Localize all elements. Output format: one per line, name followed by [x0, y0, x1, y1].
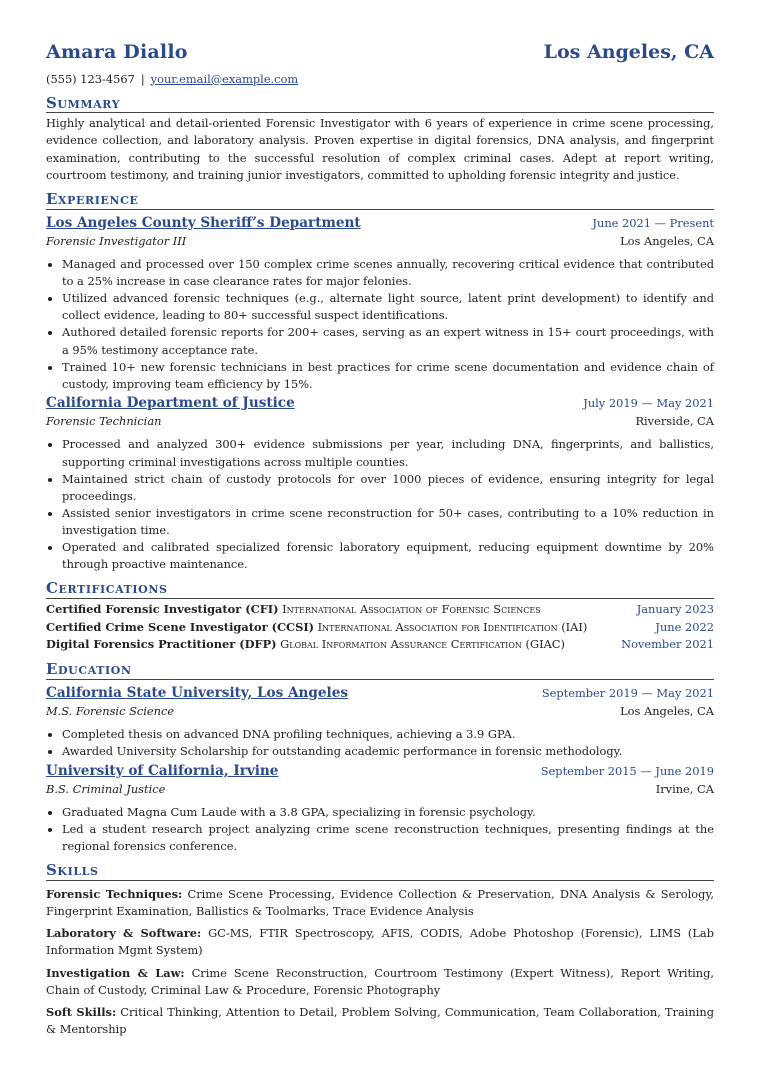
education-entry — [46, 761, 714, 856]
skill-list: Crime Scene Reconstruction, Courtroom Testimony (Expert Witness), Report Writing, Chain of Custody, Criminal Law & Procedure, Forensic Photography — [46, 965, 715, 997]
contact-line — [46, 71, 714, 88]
certification-row — [46, 601, 714, 619]
certification-issuer: International Association for Identification (IAI) — [317, 619, 588, 634]
certification-name: Digital Forensics Practitioner (DFP) — [46, 637, 277, 652]
certification-date: November 2021 — [621, 637, 714, 652]
skill-group — [46, 925, 714, 959]
certification-issuer: International Association of Forensic Sciences — [282, 602, 541, 617]
bullet-item: • Trained 10+ new forensic technicians in best practices for crime scene documentation and evidence chain of custody, improving team efficiency by 15%. — [62, 359, 714, 393]
job-title: Forensic Technician — [46, 414, 162, 429]
school-link[interactable]: University of California, Irvine — [46, 762, 279, 779]
education-bullets — [46, 804, 714, 855]
bullet-item: • Awarded University Scholarship for outstanding academic performance in forensic methodology. — [62, 743, 714, 760]
bullet-item: • Graduated Magna Cum Laude with a 3.8 GPA, specializing in forensic psychology. — [62, 804, 714, 821]
certifications-heading: Certifications — [46, 579, 714, 599]
certification-date: June 2022 — [655, 619, 714, 634]
skill-label: Forensic Techniques: — [46, 887, 183, 902]
degree-name: B.S. Criminal Justice — [46, 781, 166, 796]
certification-row — [46, 619, 714, 637]
certification-name: Certified Crime Scene Investigator (CCSI) — [46, 619, 315, 634]
bullet-item: • Assisted senior investigators in crime scene reconstruction for 50+ cases, contributing to a 10% reduction in investigation time. — [62, 505, 714, 539]
email-link[interactable]: your.email@example.com — [150, 71, 299, 86]
bullet-item: • Operated and calibrated specialized forensic laboratory equipment, reducing equipment downtime by 20% through proactive maintenance. — [62, 539, 714, 573]
job-location: Riverside, CA — [635, 414, 714, 429]
resume-page — [46, 0, 714, 1038]
bullet-item: • Led a student research project analyzing crime scene reconstruction techniques, presenting findings at the regional forensics conference. — [62, 821, 714, 855]
skill-group — [46, 886, 714, 920]
education-entry — [46, 683, 714, 761]
school-dates: September 2015 — June 2019 — [540, 763, 714, 778]
bullet-item: • Processed and analyzed 300+ evidence submissions per year, including DNA, fingerprints, and ballistics, supporting criminal investigations across multiple counties. — [62, 436, 714, 470]
job-bullets — [46, 436, 714, 573]
experience-entry — [46, 393, 714, 573]
skill-group — [46, 965, 714, 999]
job-bullets — [46, 256, 714, 393]
employer-link[interactable]: California Department of Justice — [46, 394, 295, 411]
certifications-list — [46, 601, 714, 654]
education-bullets — [46, 726, 714, 760]
skill-list: Crime Scene Processing, Evidence Collection & Preservation, DNA Analysis & Serology, Fingerprint Examination, Ballistics & Toolmarks, Trace Evidence Analysis — [46, 887, 714, 919]
resume-header — [46, 38, 714, 67]
skill-label: Investigation & Law: — [46, 965, 185, 980]
summary-heading: Summary — [46, 94, 714, 114]
certification-row — [46, 636, 714, 654]
skill-group — [46, 1004, 714, 1038]
contact-separator: | — [140, 71, 145, 86]
bullet-item: • Maintained strict chain of custody protocols for over 1000 pieces of evidence, ensuring integrity for legal proceedings. — [62, 471, 714, 505]
experience-heading: Experience — [46, 190, 714, 210]
skill-label: Soft Skills: — [46, 1004, 117, 1019]
certification-issuer: Global Information Assurance Certification (GIAC) — [280, 637, 565, 652]
summary-text: Highly analytical and detail-oriented Forensic Investigator with 6 years of experience in crime scene processing, evidence collection, and laboratory analysis. Proven expertise in digital forensics, DNA analysis, and fingerprint examination, contributing to the successful resolution of complex criminal cases. Adept at report writing, courtroom testimony, and training junior investigators, committed to upholding forensic integrity and justice. — [46, 116, 714, 182]
certification-name: Certified Forensic Investigator (CFI) — [46, 602, 279, 617]
job-dates: July 2019 — May 2021 — [583, 395, 714, 410]
candidate-name: Amara Diallo — [46, 41, 188, 63]
bullet-item: • Utilized advanced forensic techniques (e.g., alternate light source, latent print development) to identify and collect evidence, leading to 80+ successful suspect identifications. — [62, 290, 714, 324]
degree-name: M.S. Forensic Science — [46, 704, 175, 719]
bullet-item: • Managed and processed over 150 complex crime scenes annually, recovering critical evidence that contributed to a 25% increase in case clearance rates for major felonies. — [62, 256, 714, 290]
bullet-item: • Authored detailed forensic reports for 200+ cases, serving as an expert witness in 15+ court proceedings, with a 95% testimony acceptance rate. — [62, 324, 714, 358]
certification-date: January 2023 — [636, 602, 714, 617]
skills-heading: Skills — [46, 861, 714, 881]
phone-number: (555) 123-4567 — [46, 71, 135, 86]
skill-list: GC-MS, FTIR Spectroscopy, AFIS, CODIS, Adobe Photoshop (Forensic), LIMS (Lab Information Mgmt System) — [46, 926, 715, 958]
header-location: Los Angeles, CA — [543, 41, 714, 63]
skill-label: Laboratory & Software: — [46, 926, 202, 941]
school-location: Los Angeles, CA — [620, 704, 714, 719]
employer-link[interactable]: Los Angeles County Sheriff’s Department — [46, 214, 361, 231]
school-location: Irvine, CA — [655, 781, 714, 796]
job-dates: June 2021 — Present — [592, 215, 714, 230]
job-title: Forensic Investigator III — [46, 233, 187, 248]
experience-entry — [46, 213, 714, 393]
education-heading: Education — [46, 660, 714, 680]
school-link[interactable]: California State University, Los Angeles — [46, 684, 349, 701]
bullet-item: • Completed thesis on advanced DNA profiling techniques, achieving a 3.9 GPA. — [62, 726, 714, 743]
school-dates: September 2019 — May 2021 — [541, 685, 714, 700]
job-location: Los Angeles, CA — [620, 233, 714, 248]
skill-list: Critical Thinking, Attention to Detail, Problem Solving, Communication, Team Collaboration, Training & Mentorship — [46, 1004, 715, 1036]
